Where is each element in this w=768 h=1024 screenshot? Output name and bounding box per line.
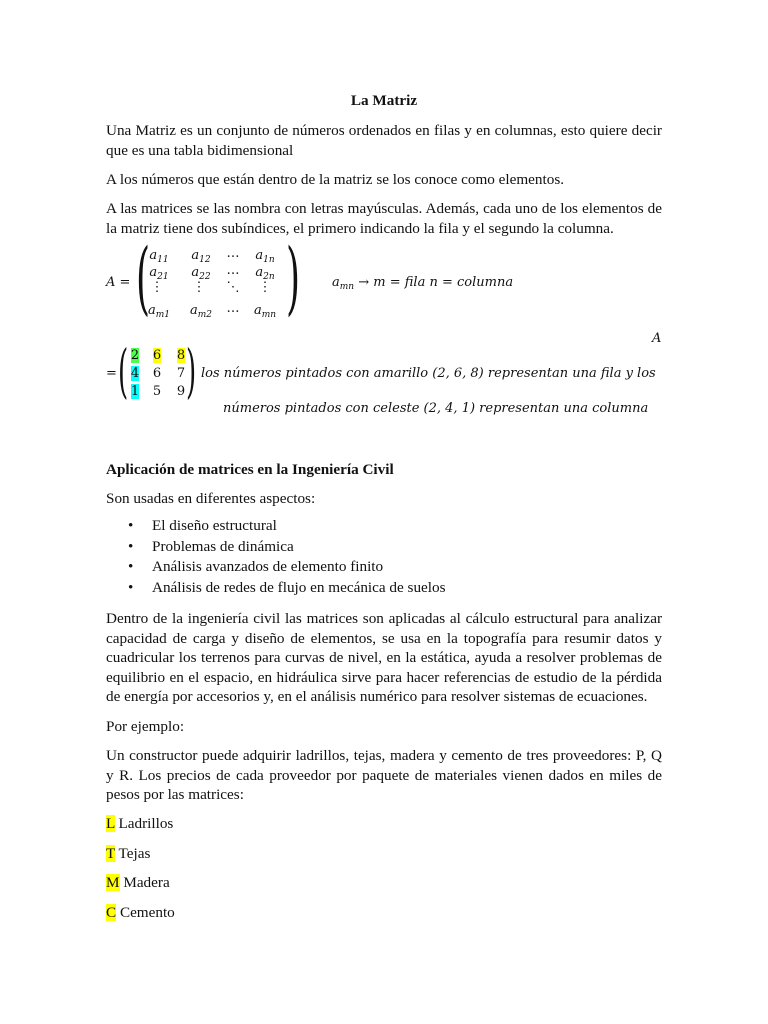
material-ladrillos: L Ladrillos [106,815,174,832]
bullet-icon: • [128,517,134,534]
example-cell: 8 [176,348,186,363]
matrix-cell: $a_{m2}$ [189,303,213,320]
matrix-cell: … [226,246,240,261]
example-cell: 6 [152,366,162,381]
example-left-paren: ( [118,337,129,405]
example-cell: 1 [130,384,140,399]
example-cell: 9 [176,384,186,399]
element-notation: $a_{mn} \to m$ = fila n = columna [332,275,514,292]
matrix-cell: $a_{m1}$ [147,303,171,320]
example-cell: 7 [176,366,186,381]
material-tejas: T Tejas [106,845,151,862]
section-intro: Son usadas en diferentes aspectos: [106,490,316,507]
paragraph-elements: A los números que están dentro de la matriz se los conoce como elementos. [106,171,565,188]
matrix-cell: … [226,263,240,278]
section-heading: Aplicación de matrices en la Ingeniería Civil [106,461,394,478]
example-matrix-equals: = [106,366,117,381]
matrix-right-paren: ) [286,231,301,324]
matrix-cell: … [226,301,240,316]
matrix-lhs: A = [106,275,131,290]
example-cell: 5 [152,384,162,399]
bullet-icon: • [128,537,134,555]
matrix-cell: $a_{22}$ [191,265,211,282]
example-explanation-line-2: números pintados con celeste (2, 4, 1) representan una columna [223,401,649,416]
example-explanation-line-1: los números pintados con amarillo (2, 6, 8) representan una fila y los [201,366,656,381]
matrix-cell: ⋱ [226,280,240,295]
matrix-cell: $a_{11}$ [149,248,169,265]
paragraph-definition: Una Matriz es un conjunto de números ordenados en filas y en columnas, esto quiere decir que es una tabla bidimensional [106,122,662,159]
list-item: • El diseño estructural [106,516,446,537]
example-cell: 6 [152,348,162,363]
list-item: • Problemas de dinámica [106,537,446,558]
matrix-cell: $a_{mn}$ [253,303,277,320]
bullet-icon: • [128,558,134,575]
example-right-paren: ) [186,337,197,405]
paragraph-naming: A las matrices se las nombra con letras mayúsculas. Además, cada uno de los elementos de la matriz tiene dos subíndices, el primero indicando la fila y el segundo la columna. [106,200,662,237]
material-madera: M Madera [106,874,170,891]
applications-list [106,516,446,598]
material-cemento: C Cemento [106,904,175,921]
example-cell: 4 [130,366,140,381]
matrix-cell: ⋮ [192,280,206,295]
matrix-left-paren: ( [136,231,151,324]
list-item: • Análisis de redes de flujo en mecánica de suelos [106,578,446,599]
example-matrix-label: A [652,331,662,346]
matrix-cell: $a_{2n}$ [255,265,275,282]
page-title: La Matriz [350,92,418,109]
example-cell: 2 [130,348,140,363]
matrix-cell: ⋮ [150,280,164,295]
matrix-cell: $a_{21}$ [149,265,169,282]
matrix-cell: $a_{12}$ [191,248,211,265]
matrix-cell: $a_{1n}$ [255,248,275,265]
list-item: • Análisis avanzados de elemento finito [106,557,446,578]
bullet-icon: • [128,578,134,596]
example-label: Por ejemplo: [106,718,185,735]
paragraph-problem: Un constructor puede adquirir ladrillos, tejas, madera y cemento de tres proveedores: P, Q y R. Los precios de cada proveedor por paquete de materiales vienen dados en miles de pesos por las matrices: [106,747,662,803]
paragraph-applications: Dentro de la ingeniería civil las matrices son aplicadas al cálculo estructural para analizar capacidad de carga y diseño de elementos, se usa en la topografía para resumir datos y cuadricular los terrenos para curvas de nivel, en la estática, ayuda a resolver problemas de equilibrio en el espacio, en hidráulica sirve para hacer referencias de estudio de la pérdida de energía por accesorios y, en el análisis numérico para resolver sistemas de ecuaciones. [106,610,662,705]
matrix-cell: ⋮ [258,280,272,295]
